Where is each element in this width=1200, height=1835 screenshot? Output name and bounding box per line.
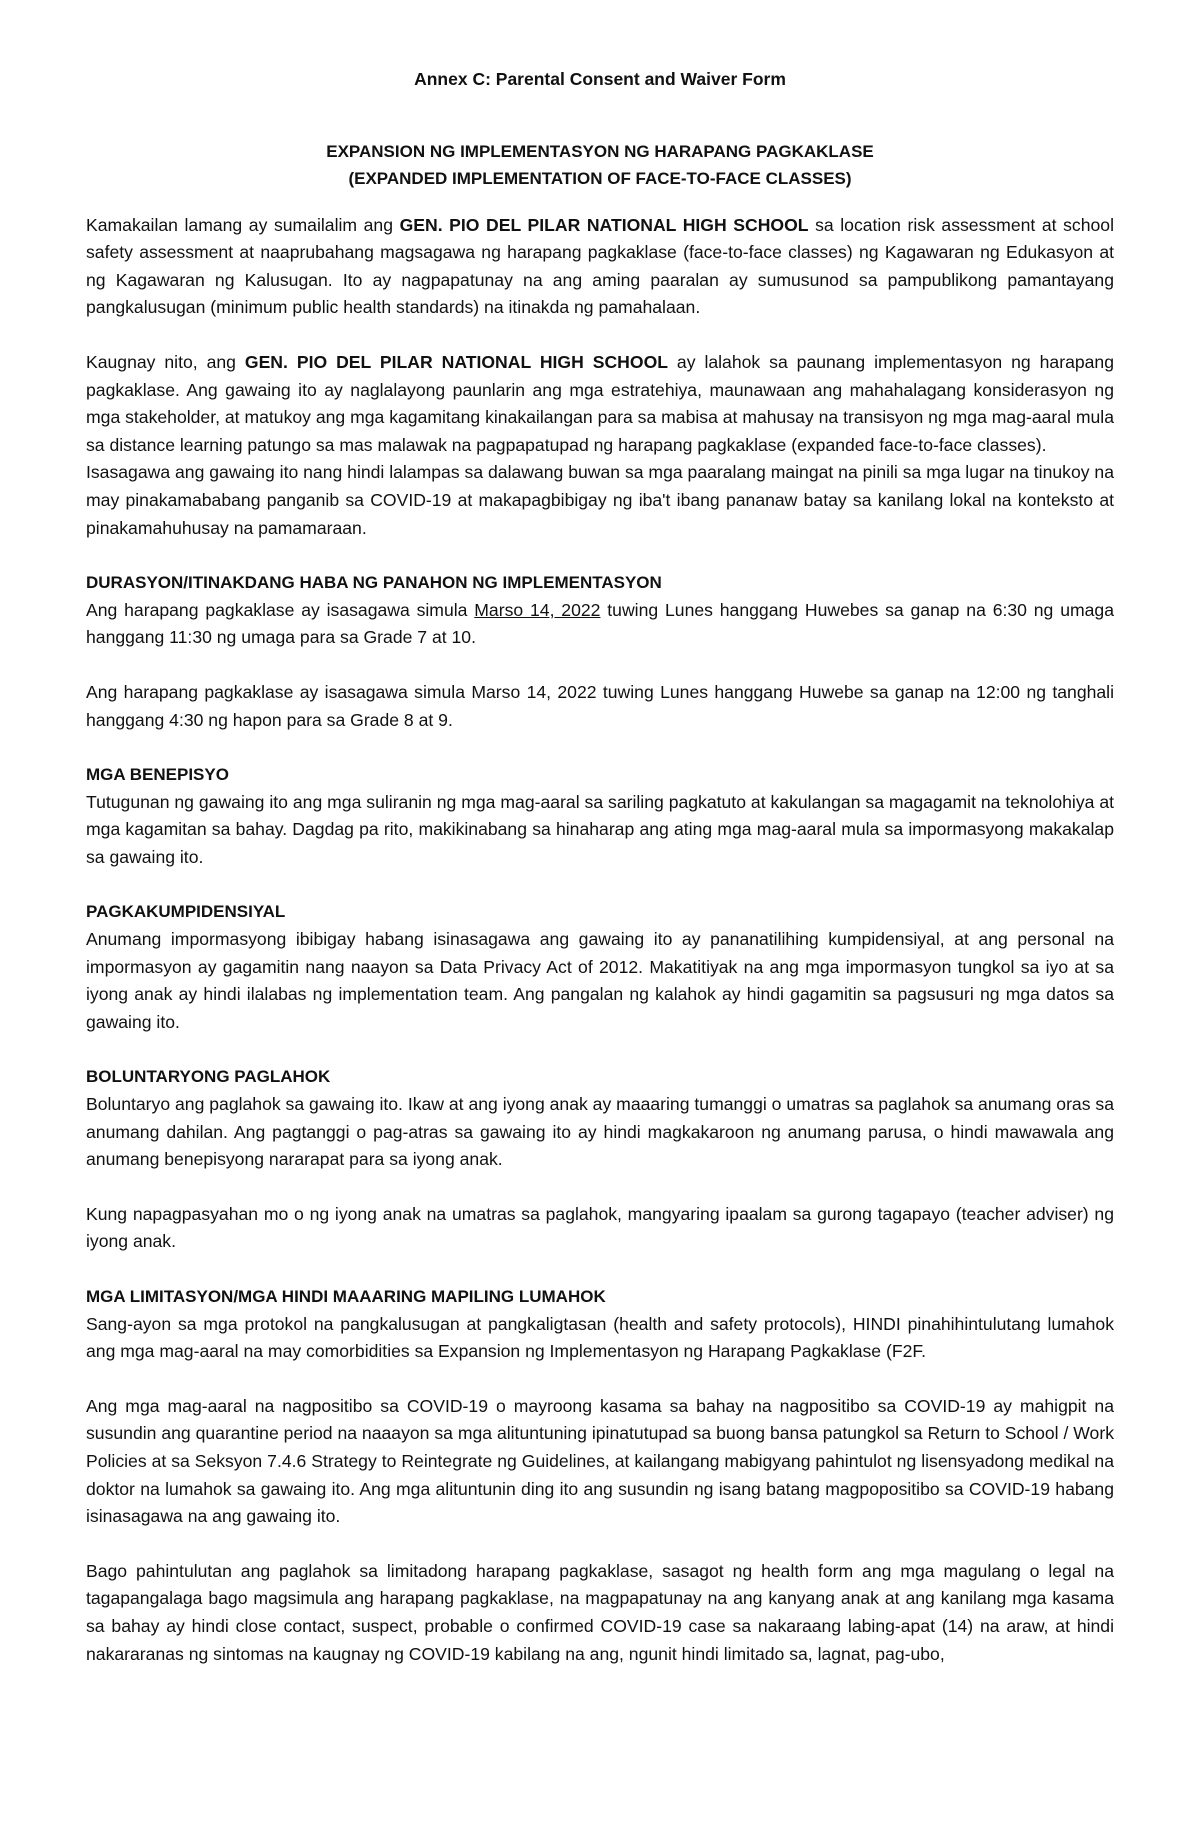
limitations-heading: MGA LIMITASYON/MGA HINDI MAAARING MAPILING LUMAHOK [86,1287,606,1306]
confidentiality-heading: PAGKAKUMPIDENSIYAL [86,902,286,922]
benefits-heading: MGA BENEPISYO [86,765,229,785]
voluntary-paragraph-1: Boluntaryo ang paglahok sa gawaing ito. Ikaw at ang iyong anak ay maaaring tumanggi o umatras sa paglahok sa anumang oras sa anumang dahilan. Ang pagtanggi o pag-atras sa gawaing ito ay hindi magkakaroon ng anumang parusa, o hindi mawawala ang anumang benepisyong nararapat para sa iyong anak. [86,1094,1114,1170]
limitations-paragraph-3: Bago pahintulutan ang paglahok sa limitadong harapang pagkaklase, sasagot ng health form ang mga magulang o legal na tagapangalaga bago magsimula ang harapang pagkaklase, na magpapatunay na ang kanyang anak at ang kanilang mga kasama sa bahay ay hindi close contact, suspect, probable o confirmed COVID-19 case sa nakaraang labing-apat (14) na araw, at hindi nakararanas ng sintomas na kaugnay ng COVID-19 kabilang na ang, ngunit hindi limitado sa, lagnat, pag-ubo, [86,1560,1114,1664]
intro-paragraph-3: Isasagawa ang gawaing ito nang hindi lalampas sa dalawang buwan sa mga paaralang maingat na pinili sa mga lugar na tinukoy na may pinakamababang panganib sa COVID-19 at makapagbibigay ng iba't ibang pananaw batay sa kanilang lokal na konteksto at pinakamahuhusay na pamamaraan. [86,462,1114,538]
duration-paragraph-1: Ang harapang pagkaklase ay isasagawa simula Marso 14, 2022 tuwing Lunes hanggang Huwebes sa ganap na 6:30 ng umaga hanggang 11:30 ng umaga para sa Grade 7 at 10. [86,599,1114,648]
title-line-1: EXPANSION NG IMPLEMENTASYON NG HARAPANG PAGKAKLASE [326,141,874,161]
school-name: GEN. PIO DEL PILAR NATIONAL HIGH SCHOOL [399,214,809,235]
document-title [86,138,1114,192]
school-name: GEN. PIO DEL PILAR NATIONAL HIGH SCHOOL [244,351,668,372]
limitations-paragraph-2: Ang mga mag-aaral na nagpositibo sa COVID-19 o mayroong kasama sa bahay na nagpositibo sa COVID-19 ay mahigpit na susundin ang quarantine period na naaayon sa mga alituntuning ipinatutupad sa buong bansa patungkol sa Return to School / Work Policies at sa Seksyon 7.4.6 Strategy to Reintegrate ng Guidelines, at kailangang mabigyang pahintulot ng lisensyadong medikal na doktor na lumahok sa gawaing ito. Ang mga alituntunin ding ito ang susundin ng isang batang magpopositibo sa COVID-19 habang isinasagawa na ang gawaing ito. [86,1395,1114,1527]
title-line-2: (EXPANDED IMPLEMENTATION OF FACE-TO-FACE CLASSES) [348,168,852,188]
confidentiality-paragraph: Anumang impormasyong ibibigay habang isinasagawa ang gawaing ito ay pananatilihing kumpidensiyal, at ang personal na impormasyon ay gagamitin nang naayon sa Data Privacy Act of 2012. Makatitiyak na ang mga impormasyon tungkol sa iyo at sa iyong anak ay hindi ilalabas ng implementation team. Ang pangalan ng kalahok ay hindi gagamitin sa pagsusuri ng mga datos sa gawaing ito. [86,929,1114,1032]
duration-heading: DURASYON/ITINAKDANG HABA NG PANAHON NG IMPLEMENTASYON [86,573,662,593]
limitations-paragraph-1: Sang-ayon sa mga protokol na pangkalusugan at pangkaligtasan (health and safety protocols), HINDI pinahihintulutang lumahok ang mga mag-aaral na may comorbidities sa Expansion ng Implementasyon ng Harapang Pagkaklase (F2F. [86,1313,1114,1362]
voluntary-paragraph-2: Kung napagpasyahan mo o ng iyong anak na umatras sa paglahok, mangyaring ipaalam sa gurong tagapayo (teacher adviser) ng iyong anak. [86,1203,1114,1252]
intro-paragraph-2: Kaugnay nito, ang GEN. PIO DEL PILAR NATIONAL HIGH SCHOOL ay lalahok sa paunang implementasyon ng harapang pagkaklase. Ang gawaing ito ay naglalayong paunlarin ang mga estratehiya, maunawaan ang mahahalagang konsiderasyon ng mga stakeholder, at matukoy ang mga kagamitang kinakailangan para sa mabisa at mahusay na transisyon ng mga mag-aaral mula sa distance learning patungo sa mas malawak na pagpapatupad ng harapang pagkaklase (expanded face-to-face classes). [86,351,1114,455]
intro-paragraph-1: Kamakailan lamang ay sumailalim ang GEN. PIO DEL PILAR NATIONAL HIGH SCHOOL sa location risk assessment at school safety assessment at naaprubahang magsagawa ng harapang pagkaklase (face-to-face classes) ng Kagawaran ng Edukasyon at ng Kagawaran ng Kalusugan. Ito ay nagpapatunay na ang aming paaralan ay sumusunod sa pampublikong pamantayang pangkalusugan (minimum public health standards) na itinakda ng pamahalaan. [86,214,1114,318]
benefits-paragraph: Tutugunan ng gawaing ito ang mga suliranin ng mga mag-aaral sa sariling pagkatuto at kakulangan sa magagamit na teknolohiya at mga kagamitan sa bahay. Dagdag pa rito, makikinabang sa hinaharap ang ating mga mag-aaral mula sa impormasyong makakalap sa gawaing ito. [86,791,1114,867]
duration-paragraph-2: Ang harapang pagkaklase ay isasagawa simula Marso 14, 2022 tuwing Lunes hanggang Huwebe sa ganap na 12:00 ng tanghali hanggang 4:30 ng hapon para sa Grade 8 at 9. [86,681,1114,730]
document-page [86,66,1114,1668]
start-date: Marso 14, 2022 [474,599,601,620]
voluntary-heading: BOLUNTARYONG PAGLAHOK [86,1067,331,1087]
annex-title: Annex C: Parental Consent and Waiver Form [414,69,786,89]
